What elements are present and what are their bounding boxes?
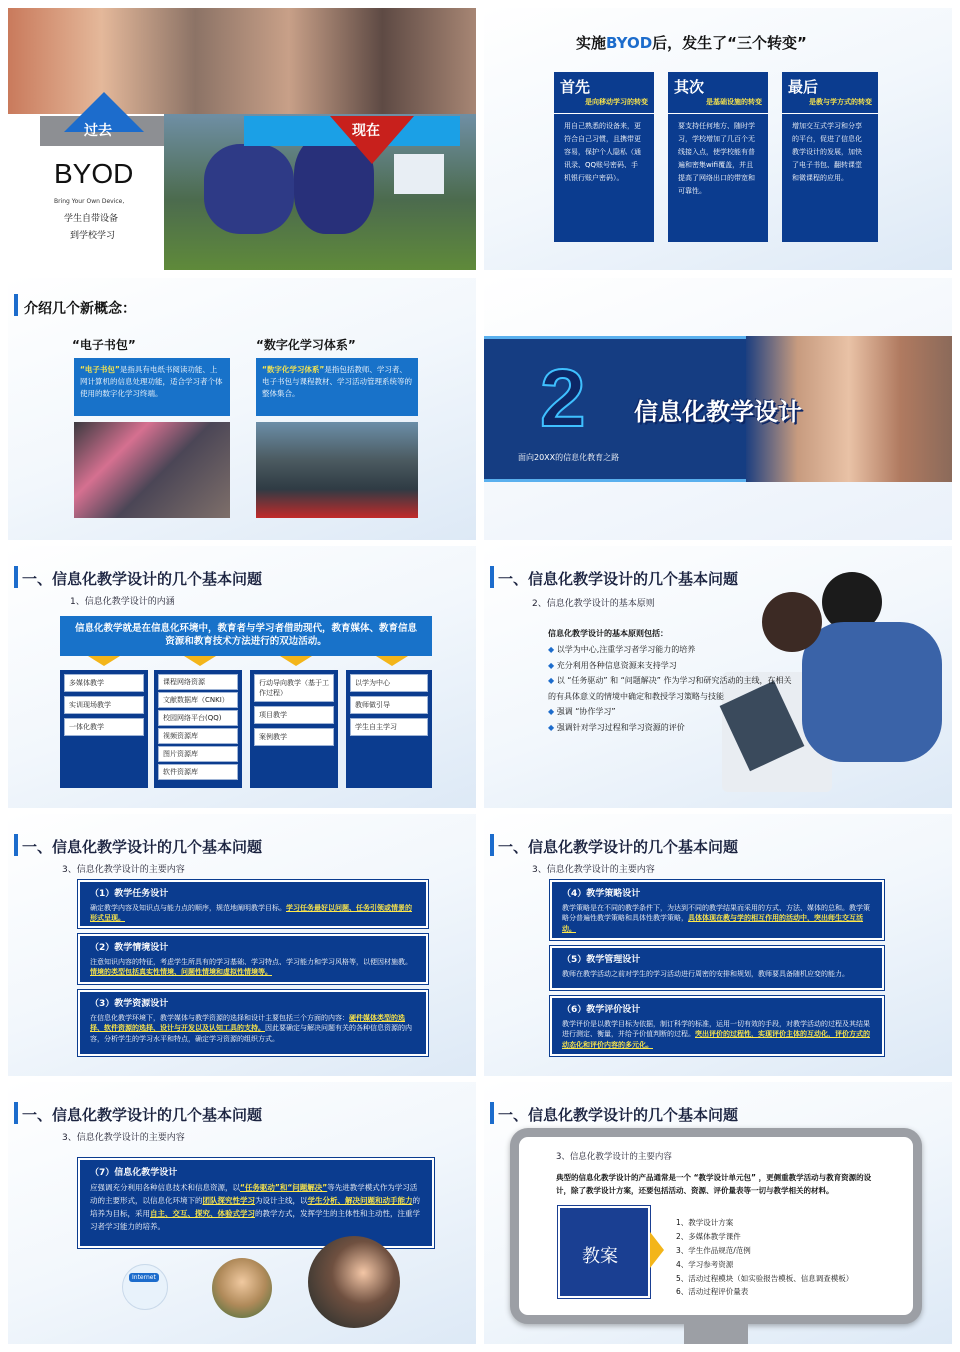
list-item: 文献数据库（CNKI）	[158, 692, 238, 708]
content-box-situation: （2）教学情境设计 注意知识内容的特征，考虑学生所具有的学习基础、学习特点、学习能力和学习风格等，以便因材施教。情境的类型包括真实性情境、问题性情境和虚拟性情境等。	[78, 934, 428, 984]
slide-section-2	[484, 278, 952, 540]
list-item: ◆ 以学为中心,注重学习者学习能力的培养	[548, 645, 696, 654]
concept-2-box: “数字化学习体系”是指包括教师、学习者、电子书包与课程教材、学习活动管理系统等的整体集合。	[256, 358, 418, 416]
list-item: ◆ 强调针对学习过程和学习资源的评价	[548, 722, 685, 732]
sub-heading: 3、信息化教学设计的主要内容	[62, 1133, 185, 1143]
now-label: 现在	[352, 123, 380, 139]
internet-circle	[122, 1264, 168, 1310]
list-item: 校园网络平台(QQ)	[158, 710, 238, 726]
concept-1-title: “电子书包”	[72, 338, 136, 352]
byod-title: BYOD	[54, 158, 134, 189]
slide-main-content-b	[484, 814, 952, 1076]
content-box-strategy: （4）教学策略设计 教学策略是在不同的教学条件下，为达到不同的教学结果而采用的方式、方法、媒体的总和。教学策略分普遍性教学策略和具体性教学策略，具体体现在教与学的相互作用的活动中，突出师生交互活动。	[550, 880, 884, 940]
list-item: 项目教学	[254, 706, 334, 724]
list-item: ◆ 强调 “协作学习”	[548, 707, 616, 717]
list-item: 软件资源库	[158, 764, 238, 780]
package-items	[676, 1216, 853, 1299]
title-bar	[14, 294, 18, 316]
title-bar	[490, 566, 494, 588]
column-bilateral	[346, 670, 432, 788]
title-bar	[14, 834, 18, 856]
slide-connotation	[8, 546, 476, 808]
slide-principles	[484, 546, 952, 808]
slide-byod-intro	[8, 8, 476, 270]
byod-english: Bring Your Own Device,	[54, 198, 125, 205]
change-card-3: 最后 是教与学方式的转变 增加交互式学习和分享的平台，促进了信息化教学设计的发展，加快了电子书包、翻转课堂和微课程的应用。	[782, 72, 878, 242]
monitor-stand	[684, 1324, 748, 1344]
column-resources	[154, 670, 242, 788]
sub-heading: 1、信息化教学设计的内涵	[70, 597, 175, 607]
yellow-arrows	[60, 656, 432, 668]
title-bar	[490, 1102, 494, 1124]
concept-2-title: “数字化学习体系”	[256, 338, 356, 352]
section-heading: 一、信息化教学设计的几个基本问题	[498, 1106, 739, 1124]
section-heading: 一、信息化教学设计的几个基本问题	[22, 1106, 263, 1124]
byod-desc-1: 学生自带设备	[64, 214, 119, 224]
title-bar	[14, 566, 18, 588]
list-item: 6、活动过程评价量表	[676, 1287, 749, 1297]
list-item: 2、多媒体教学课件	[676, 1231, 741, 1241]
list-item: ◆ 充分利用各种信息资源来支持学习	[548, 660, 677, 670]
section-heading: 一、信息化教学设计的几个基本问题	[22, 570, 263, 588]
list-item: 5、活动过程模块（如实验报告模板、信息调查模板）	[676, 1273, 854, 1283]
past-label: 过去	[84, 123, 112, 139]
slide-main-content-d	[484, 1082, 952, 1344]
lesson-plan-arrow	[650, 1232, 664, 1268]
package-intro: 典型的信息化教学设计的产品通常是一个 “教学设计单元包” ，更侧重教学活动与教育资源的设计，除了教学设计方案，还要包括活动、资源、评价量表等一切与教学相关的材料。	[556, 1173, 872, 1195]
list-item: 1、教学设计方案	[676, 1218, 734, 1227]
column-methods	[250, 670, 338, 788]
content-box-resources: （3）教学资源设计 在信息化教学环境下，教学媒体与教学资源的选择和设计主要包括三个方面的内容：硬件媒体类型的选择、软件资源的选择、设计与开发以及认知工具的支持。因此要确定与解决问题有关的各种信息资源的内容，分析学生的学习水平和特点，确定学习资源的组织方式。	[78, 990, 428, 1056]
changes-title: 实施BYOD后，发生了“三个转变”	[576, 34, 807, 52]
sub-heading: 2、信息化教学设计的基本原则	[532, 599, 655, 609]
section-heading: 一、信息化教学设计的几个基本问题	[498, 838, 739, 856]
internet-badge: Internet	[129, 1273, 159, 1282]
girl-laptop-circle	[212, 1258, 272, 1318]
principles-list	[548, 642, 796, 736]
list-item: ◆ 以 “任务驱动” 和 “问题解决” 作为学习和研究活动的主线，在相关的有具体意义的情境中确定和教授学习策略与技能	[548, 676, 792, 701]
content-box-management: （5）教学管理设计 教师在教学活动之前对学生的学习活动进行周密的安排和规划，教师要具备随机应变的能力。	[550, 946, 884, 990]
slide-main-content-a	[8, 814, 476, 1076]
section-subtitle: 面向20XX的信息化教育之路	[518, 453, 620, 462]
teacher-circle	[308, 1236, 400, 1328]
list-item: 视频资源库	[158, 728, 238, 744]
section-heading: 一、信息化教学设计的几个基本问题	[22, 838, 263, 856]
list-item: 一体化教学	[64, 718, 144, 736]
list-item: 案例教学	[254, 728, 334, 746]
lesson-plan-label: 教案	[582, 1246, 618, 1267]
change-card-2: 其次 是基础设施的转变 要支持任何地方、随时学习，学校增加了几百个无线接入点，使学校能有普遍和密集wifi覆盖，并且提高了网络出口的带宽和可靠性。	[668, 72, 768, 242]
classroom-photo	[256, 422, 418, 518]
list-item: 行动导向教学（基于工作过程）	[254, 674, 334, 702]
concept-1-box: “电子书包”是指具有电纸书阅读功能、上网计算机的信息处理功能，适合学习者个体使用的数字化学习终端。	[74, 358, 230, 416]
content-box-info-design: （7）信息化教学设计 应强调充分利用各种信息技术和信息资源，以“任务驱动”和“问题解决”等先进教学模式作为学习活动的主要形式，以信息化环境下的团队探究性学习为设计主线，以学生分析、解决问题和动手能力的培养为目标，采用自主、交互、探究、体验式学习的教学方式，发挥学生的主体性和主动性，注重学习者学习能力的培养。	[78, 1158, 434, 1248]
principles-head: 信息化教学设计的基本原则包括：	[548, 629, 668, 638]
title-bar	[14, 1102, 18, 1124]
sub-heading: 3、信息化教学设计的主要内容	[532, 865, 655, 875]
byod-desc-2: 到学校学习	[70, 231, 116, 241]
list-item: 以学为中心	[350, 674, 428, 692]
sub-heading: 3、信息化教学设计的主要内容	[556, 1152, 672, 1162]
ebook-students-photo	[74, 422, 230, 518]
section-title: 信息化教学设计	[634, 398, 802, 426]
list-item: 3、学生作品规范/范例	[676, 1245, 751, 1255]
sub-heading: 3、信息化教学设计的主要内容	[62, 865, 185, 875]
section-number: 2	[540, 353, 586, 444]
list-item: 图片资源库	[158, 746, 238, 762]
slide-new-concepts	[8, 278, 476, 540]
slide-three-changes	[484, 8, 952, 270]
title-bar	[490, 834, 494, 856]
list-item: 多媒体教学	[64, 674, 144, 692]
slide-main-content-c	[8, 1082, 476, 1344]
concepts-title: 介绍几个新概念：	[24, 301, 136, 317]
content-box-task: （1）教学任务设计 确定教学内容及知识点与能力点的顺序，规范地阐明教学目标。学习任务最好以问题、任务引领或情景的形式呈现。	[78, 880, 428, 928]
list-item: 学生自主学习	[350, 718, 428, 736]
section-heading: 一、信息化教学设计的几个基本问题	[498, 570, 739, 588]
list-item: 实训现场教学	[64, 696, 144, 714]
column-media	[60, 670, 148, 788]
lesson-plan-box	[558, 1206, 650, 1298]
list-item: 教师做引导	[350, 696, 428, 714]
list-item: 课程网络资源	[158, 674, 238, 690]
content-box-evaluation: （6）教学评价设计 教学评价是以教学目标为依据，制订科学的标准，运用一切有效的手段，对教学活动的过程及其结果进行测定、衡量，并给予价值判断的过程。突出评价的过程性，实现评价主体的互动化，评价方式的动态化和评价内容的多元化。	[550, 996, 884, 1056]
list-item: 4、学习参考资源	[676, 1259, 734, 1269]
definition-banner: 信息化教学就是在信息化环境中，教育者与学习者借助现代，教育媒体、教育信息资源和教育技术方法进行的双边活动。	[60, 616, 432, 656]
change-card-1: 首先 是向移动学习的转变 用自己熟悉的设备来，更符合自己习惯，且携带更容易，保护个人隐私（通讯录、QQ账号密码、手机银行账户密码）。	[554, 72, 654, 242]
